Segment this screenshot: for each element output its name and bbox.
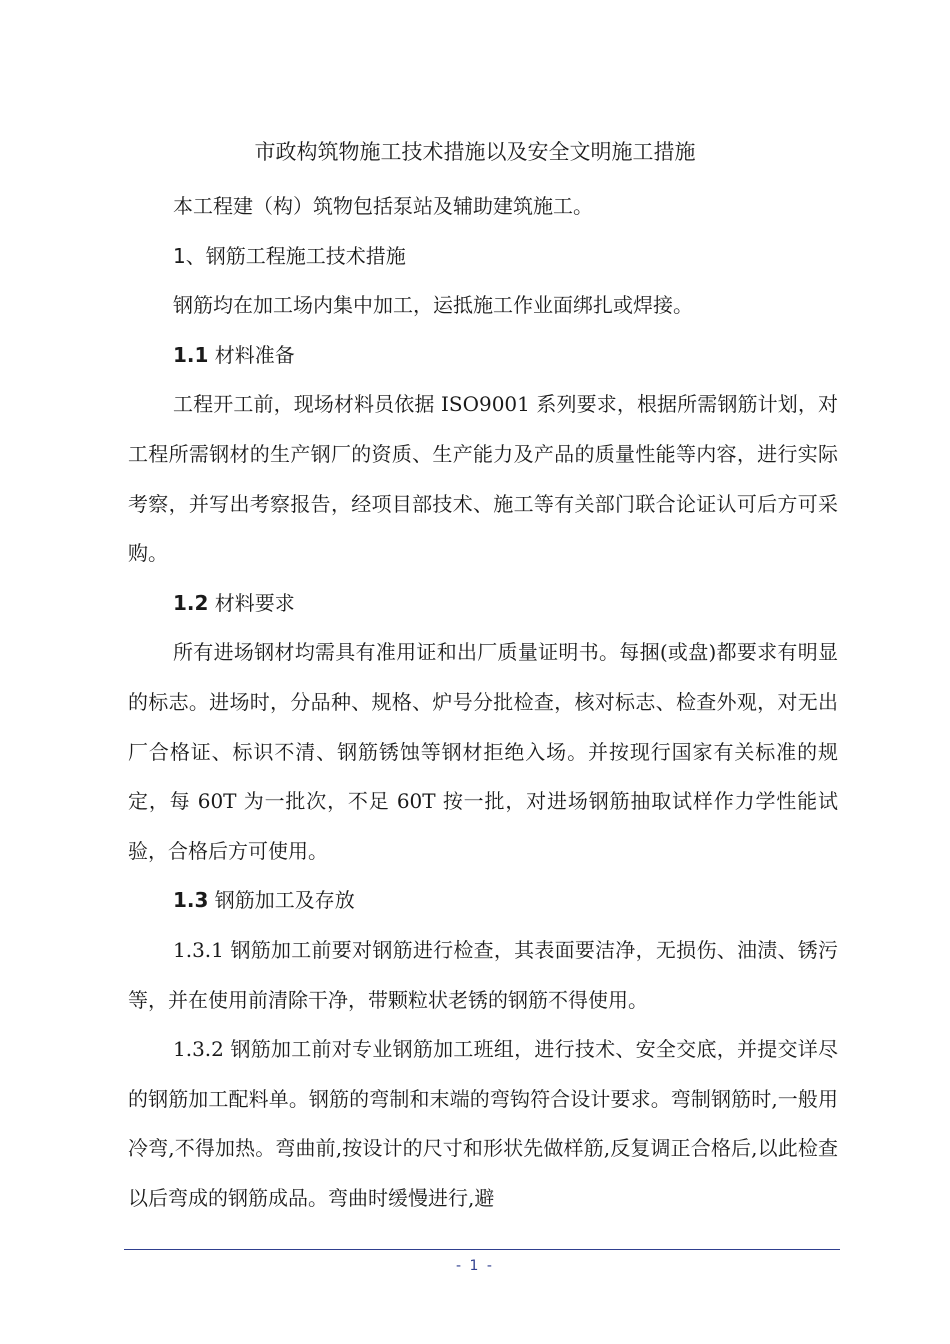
paragraph-material-preparation: 工程开工前，现场材料员依据 ISO9001 系列要求，根据所需钢筋计划，对工程所需钢材的生产钢厂的资质、生产能力及产品的质量性能等内容，进行实际考察，并写出考察报告，经项目部技术、施工等有关部门联合论证认可后方可采购。 bbox=[128, 392, 838, 566]
subsection-title: 钢筋加工及存放 bbox=[208, 888, 355, 913]
paragraph-rebar-processing: 钢筋均在加工场内集中加工，运抵施工作业面绑扎或焊接。 bbox=[173, 293, 693, 318]
subsection-heading-1-2 bbox=[128, 579, 838, 629]
subsection-heading-1-3 bbox=[128, 876, 838, 926]
subsection-title: 材料准备 bbox=[208, 342, 295, 367]
section-heading-1: 1、钢筋工程施工技术措施 bbox=[173, 243, 406, 268]
document-body bbox=[128, 182, 838, 1223]
paragraph-1-3-1: 1.3.1 钢筋加工前要对钢筋进行检查，其表面要洁净，无损伤、油渍、锈污等，并在使用前清除干净，带颗粒状老锈的钢筋不得使用。 bbox=[128, 937, 838, 1012]
subsection-heading-1-1 bbox=[128, 331, 838, 381]
subsection-title: 材料要求 bbox=[208, 590, 295, 615]
paragraph-1-3-2: 1.3.2 钢筋加工前对专业钢筋加工班组，进行技术、安全交底，并提交详尽的钢筋加工配料单。钢筋的弯制和末端的弯钩符合设计要求。弯制钢筋时,一般用冷弯,不得加热。弯曲前,按设计的尺寸和形状先做样筋,反复调正合格后,以此检查以后弯成的钢筋成品。弯曲时缓慢进行,避 bbox=[128, 1037, 838, 1210]
subsection-number: 1.2 bbox=[173, 590, 209, 615]
intro-paragraph: 本工程建（构）筑物包括泵站及辅助建筑施工。 bbox=[173, 194, 593, 218]
paragraph-material-requirements: 所有进场钢材均需具有准用证和出厂质量证明书。每捆(或盘)都要求有明显的标志。进场时，分品种、规格、炉号分批检查，核对标志、检查外观，对无出厂合格证、标识不清、钢筋锈蚀等钢材拒绝入场。并按现行国家有关标准的规定，每 60T 为一批次，不足 60T 按一批，对进场钢筋抽取试样作力学性能试验，合格后方可使用。 bbox=[128, 640, 838, 863]
subsection-number: 1.3 bbox=[173, 888, 209, 913]
page-number: - 1 - bbox=[456, 1258, 494, 1274]
subsection-number: 1.1 bbox=[173, 342, 209, 367]
document-title: 市政构筑物施工技术措施以及安全文明施工措施 bbox=[254, 140, 696, 164]
footer-divider bbox=[124, 1249, 840, 1250]
